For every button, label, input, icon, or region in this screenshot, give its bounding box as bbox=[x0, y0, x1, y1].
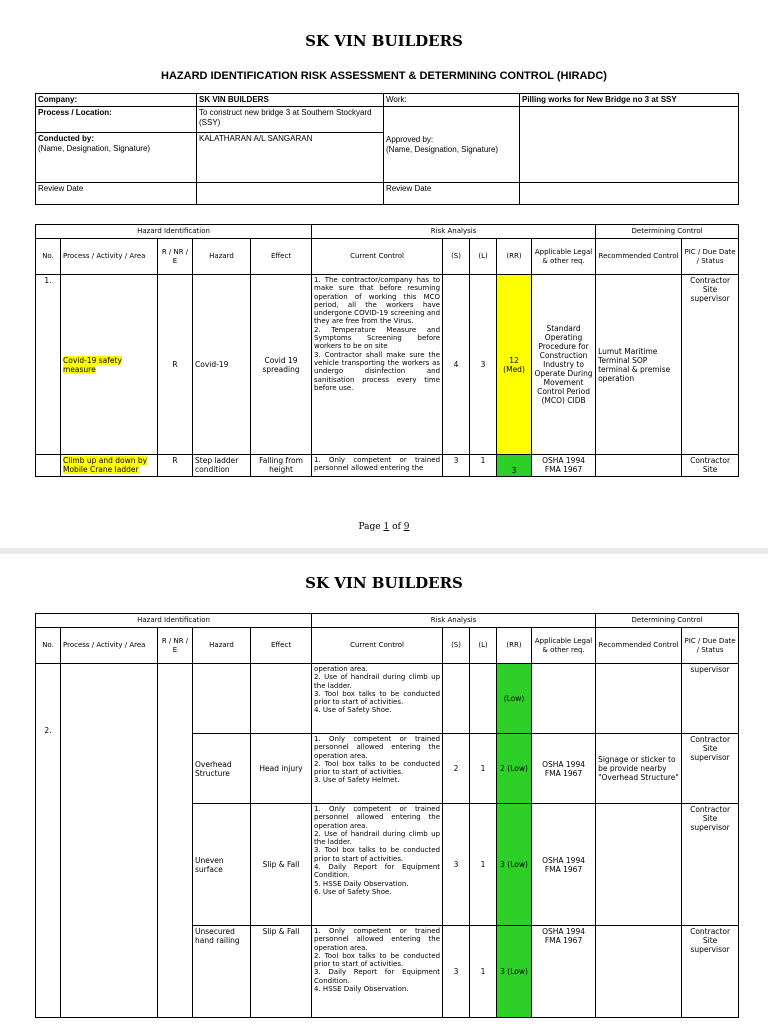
control-item: operation area. bbox=[314, 665, 368, 673]
row-no bbox=[36, 664, 61, 1018]
row-likelihood: 1 bbox=[470, 804, 497, 926]
row-pic: Contractor Site supervisor bbox=[682, 926, 739, 1018]
row-risk-rating: 3 bbox=[497, 455, 532, 477]
header-effect: Effect bbox=[251, 628, 312, 664]
row-hazard: Covid-19 bbox=[193, 275, 251, 455]
control-item: 3. Use of Safety Helmet. bbox=[314, 776, 400, 785]
page-number bbox=[0, 522, 768, 532]
approved-by-label: Approved by: bbox=[386, 134, 434, 144]
row-no bbox=[36, 455, 61, 477]
row-recommended bbox=[596, 664, 682, 734]
conducted-by-value: KALATHARAN A/L SANGARAN bbox=[197, 133, 384, 183]
row-severity: 3 bbox=[443, 455, 470, 477]
document-title: HAZARD IDENTIFICATION RISK ASSESSMENT & DETERMINING CONTROL (HIRADC) bbox=[161, 70, 607, 82]
group-risk-analysis: Risk Analysis bbox=[312, 225, 596, 239]
row-risk-rating: (Low) bbox=[497, 664, 532, 734]
row-risk-rating: 3 (Low) bbox=[497, 926, 532, 1018]
header-legal: Applicable Legal & other req. bbox=[532, 239, 596, 275]
row-recommended: Signage or sticker to be provide nearby "Overhead Structure" bbox=[596, 734, 682, 804]
control-item: 1. Only competent or trained personnel allowed entering the operation area. bbox=[314, 927, 441, 952]
row-legal: OSHA 1994 FMA 1967 bbox=[532, 926, 596, 1018]
row-process-text: Covid-19 safety measure bbox=[63, 355, 122, 374]
work-value: Pilling works for New Bridge no 3 at SSY bbox=[520, 94, 739, 107]
header-severity: (S) bbox=[443, 628, 470, 664]
row-current-control bbox=[312, 275, 443, 455]
header-severity: (S) bbox=[443, 239, 470, 275]
header-hazard: Hazard bbox=[193, 239, 251, 275]
hiradc-table-page2 bbox=[35, 613, 739, 1018]
table-row bbox=[36, 455, 739, 477]
row-likelihood: 1 bbox=[470, 734, 497, 804]
row-risk-rating: 3 (Low) bbox=[497, 804, 532, 926]
header-rnre: R / NR / E bbox=[158, 239, 193, 275]
row-legal: OSHA 1994 FMA 1967 bbox=[532, 734, 596, 804]
header-effect: Effect bbox=[251, 239, 312, 275]
group-determining-control: Determining Control bbox=[596, 225, 739, 239]
page-number-of: of bbox=[389, 522, 404, 532]
header-no: No. bbox=[36, 239, 61, 275]
process-location-label: Process / Location: bbox=[36, 107, 197, 133]
group-determining-control: Determining Control bbox=[596, 614, 739, 628]
company-title-page2: SK VIN BUILDERS bbox=[305, 574, 463, 592]
control-item: 2. Tool box talks to be conducted prior to start of activities. bbox=[314, 759, 441, 777]
page-number-total: 9 bbox=[403, 522, 410, 532]
header-process: Process / Activity / Area bbox=[61, 628, 158, 664]
row-likelihood: 1 bbox=[470, 455, 497, 477]
conducted-by-cell bbox=[36, 133, 197, 183]
row-legal: OSHA 1994 FMA 1967 bbox=[532, 804, 596, 926]
row-process-text: Climb up and down by Mobile Crane ladder bbox=[63, 456, 148, 474]
row-process bbox=[61, 455, 158, 477]
row-rnre bbox=[158, 664, 193, 1018]
row-severity: 2 bbox=[443, 734, 470, 804]
row-pic: Contractor Site supervisor bbox=[682, 734, 739, 804]
conducted-by-label: Conducted by: bbox=[38, 134, 94, 143]
row-recommended bbox=[596, 926, 682, 1018]
control-item: 1. Only competent or trained personnel allowed entering the operation area. bbox=[314, 735, 441, 760]
row-effect: Slip & Fall bbox=[251, 804, 312, 926]
control-item: 1. Only competent or trained personnel allowed entering the operation area. bbox=[314, 805, 441, 830]
row-likelihood: 1 bbox=[470, 926, 497, 1018]
work-label: Work: bbox=[384, 94, 520, 107]
row-risk-rating: 12 (Med) bbox=[497, 275, 532, 455]
control-item: 2. Temperature Measure and Symptoms Screening before workers to be on site bbox=[314, 325, 441, 351]
row-legal bbox=[532, 664, 596, 734]
group-hazard-identification: Hazard Identification bbox=[36, 225, 312, 239]
row-pic: supervisor bbox=[682, 664, 739, 734]
review-date-value bbox=[197, 183, 384, 205]
review-date-label: Review Date bbox=[36, 183, 197, 205]
row-process bbox=[61, 275, 158, 455]
row-rnre: R bbox=[158, 455, 193, 477]
row-risk-rating: 2 (Low) bbox=[497, 734, 532, 804]
control-item: 1. Only competent or trained personnel allowed entering the bbox=[314, 456, 441, 473]
info-table bbox=[35, 93, 739, 205]
control-item: 3. Contractor shall make sure the vehicle transporting the workers as undergo disinfection and sanitisation process every time before use. bbox=[314, 350, 441, 392]
approved-by-cell bbox=[384, 107, 520, 183]
page-separator bbox=[0, 548, 768, 554]
control-item: 4. Daily Report for Equipment Condition. bbox=[314, 863, 441, 880]
row-effect: Covid 19 spreading bbox=[251, 275, 312, 455]
control-item: 2. Tool box talks to be conducted prior to start of activities. bbox=[314, 951, 441, 969]
row-severity: 4 bbox=[443, 275, 470, 455]
row-pic: Contractor Site bbox=[682, 455, 739, 477]
process-location-value: To construct new bridge 3 at Southern Stockyard (SSY) bbox=[197, 107, 384, 133]
row-likelihood: 3 bbox=[470, 275, 497, 455]
header-legal: Applicable Legal & other req. bbox=[532, 628, 596, 664]
hiradc-table-page1 bbox=[35, 224, 739, 477]
table-row bbox=[36, 664, 739, 734]
row-hazard: Overhead Structure bbox=[193, 734, 251, 804]
row-recommended bbox=[596, 455, 682, 477]
control-item: 4. Use of Safety Shoe. bbox=[314, 706, 392, 715]
row-severity bbox=[443, 664, 470, 734]
row-current-control bbox=[312, 664, 443, 734]
header-no: No. bbox=[36, 628, 61, 664]
row-legal: OSHA 1994 FMA 1967 bbox=[532, 455, 596, 477]
header-likelihood: (L) bbox=[470, 628, 497, 664]
page-number-current: 1 bbox=[383, 522, 390, 532]
row-pic: Contractor Site supervisor bbox=[682, 804, 739, 926]
header-current-control: Current Control bbox=[312, 628, 443, 664]
control-item: 3. Tool box talks to be conducted prior to start of activities. bbox=[314, 846, 441, 863]
control-item: 2. Use of handrail during climb up the ladder. bbox=[314, 673, 441, 690]
row-current-control bbox=[312, 804, 443, 926]
table-row bbox=[36, 275, 739, 455]
row-severity: 3 bbox=[443, 926, 470, 1018]
row-effect: Slip & Fall bbox=[251, 926, 312, 1018]
approved-by-value bbox=[520, 107, 739, 183]
row-pic: Contractor Site supervisor bbox=[682, 275, 739, 455]
review-date-value-2 bbox=[520, 183, 739, 205]
row-recommended bbox=[596, 804, 682, 926]
row-current-control bbox=[312, 926, 443, 1018]
row-hazard bbox=[193, 664, 251, 734]
header-pic: PIC / Due Date / Status bbox=[682, 239, 739, 275]
control-item: 4. HSSE Daily Observation. bbox=[314, 985, 409, 994]
row-legal: Standard Operating Procedure for Construction Industry to Operate During Movement Control Period (MCO) CIDB bbox=[532, 275, 596, 455]
header-risk-rating: (RR) bbox=[497, 628, 532, 664]
header-process: Process / Activity / Area bbox=[61, 239, 158, 275]
header-recommended: Recommended Control bbox=[596, 628, 682, 664]
row-recommended: Lumut Maritime Terminal SOP terminal & premise operation bbox=[596, 275, 682, 455]
company-value: SK VIN BUILDERS bbox=[197, 94, 384, 107]
header-current-control: Current Control bbox=[312, 239, 443, 275]
approved-by-sub: (Name, Designation, Signature) bbox=[386, 144, 499, 154]
row-effect: Head injury bbox=[251, 734, 312, 804]
control-item: 1. The contractor/company has to make sure that before resuming operation of working this MCO period, all the workers have undergone COVID-19 screening and they are free from the Virus. bbox=[314, 276, 441, 326]
company-label: Company: bbox=[36, 94, 197, 107]
control-item: 3. Daily Report for Equipment Condition. bbox=[314, 968, 441, 985]
row-effect: Falling from height bbox=[251, 455, 312, 477]
row-current-control bbox=[312, 734, 443, 804]
row-hazard: Unsecured hand railing bbox=[193, 926, 251, 1018]
header-hazard: Hazard bbox=[193, 628, 251, 664]
company-title: SK VIN BUILDERS bbox=[305, 32, 463, 50]
control-item: 5. HSSE Daily Observation. bbox=[314, 879, 409, 888]
header-rnre: R / NR / E bbox=[158, 628, 193, 664]
control-item: 2. Use of handrail during climb up the ladder. bbox=[314, 829, 441, 847]
group-hazard-identification: Hazard Identification bbox=[36, 614, 312, 628]
row-hazard: Step ladder condition bbox=[193, 455, 251, 477]
row-process bbox=[61, 664, 158, 1018]
control-item: 6. Use of Safety Shoe. bbox=[314, 887, 392, 896]
header-pic: PIC / Due Date / Status bbox=[682, 628, 739, 664]
group-risk-analysis: Risk Analysis bbox=[312, 614, 596, 628]
header-recommended: Recommended Control bbox=[596, 239, 682, 275]
row-rnre: R bbox=[158, 275, 193, 455]
header-likelihood: (L) bbox=[470, 239, 497, 275]
row-severity: 3 bbox=[443, 804, 470, 926]
row-effect bbox=[251, 664, 312, 734]
row-current-control bbox=[312, 455, 443, 477]
row-no-text: 2. bbox=[44, 726, 52, 735]
control-item: 3. Tool box talks to be conducted prior to start of activities. bbox=[314, 689, 441, 707]
row-no: 1. bbox=[36, 275, 61, 455]
conducted-by-sub: (Name, Designation, Signature) bbox=[38, 144, 151, 153]
row-hazard: Uneven surface bbox=[193, 804, 251, 926]
header-risk-rating: (RR) bbox=[497, 239, 532, 275]
review-date-label-2: Review Date bbox=[384, 183, 520, 205]
row-likelihood bbox=[470, 664, 497, 734]
page-number-prefix: Page bbox=[358, 522, 384, 532]
